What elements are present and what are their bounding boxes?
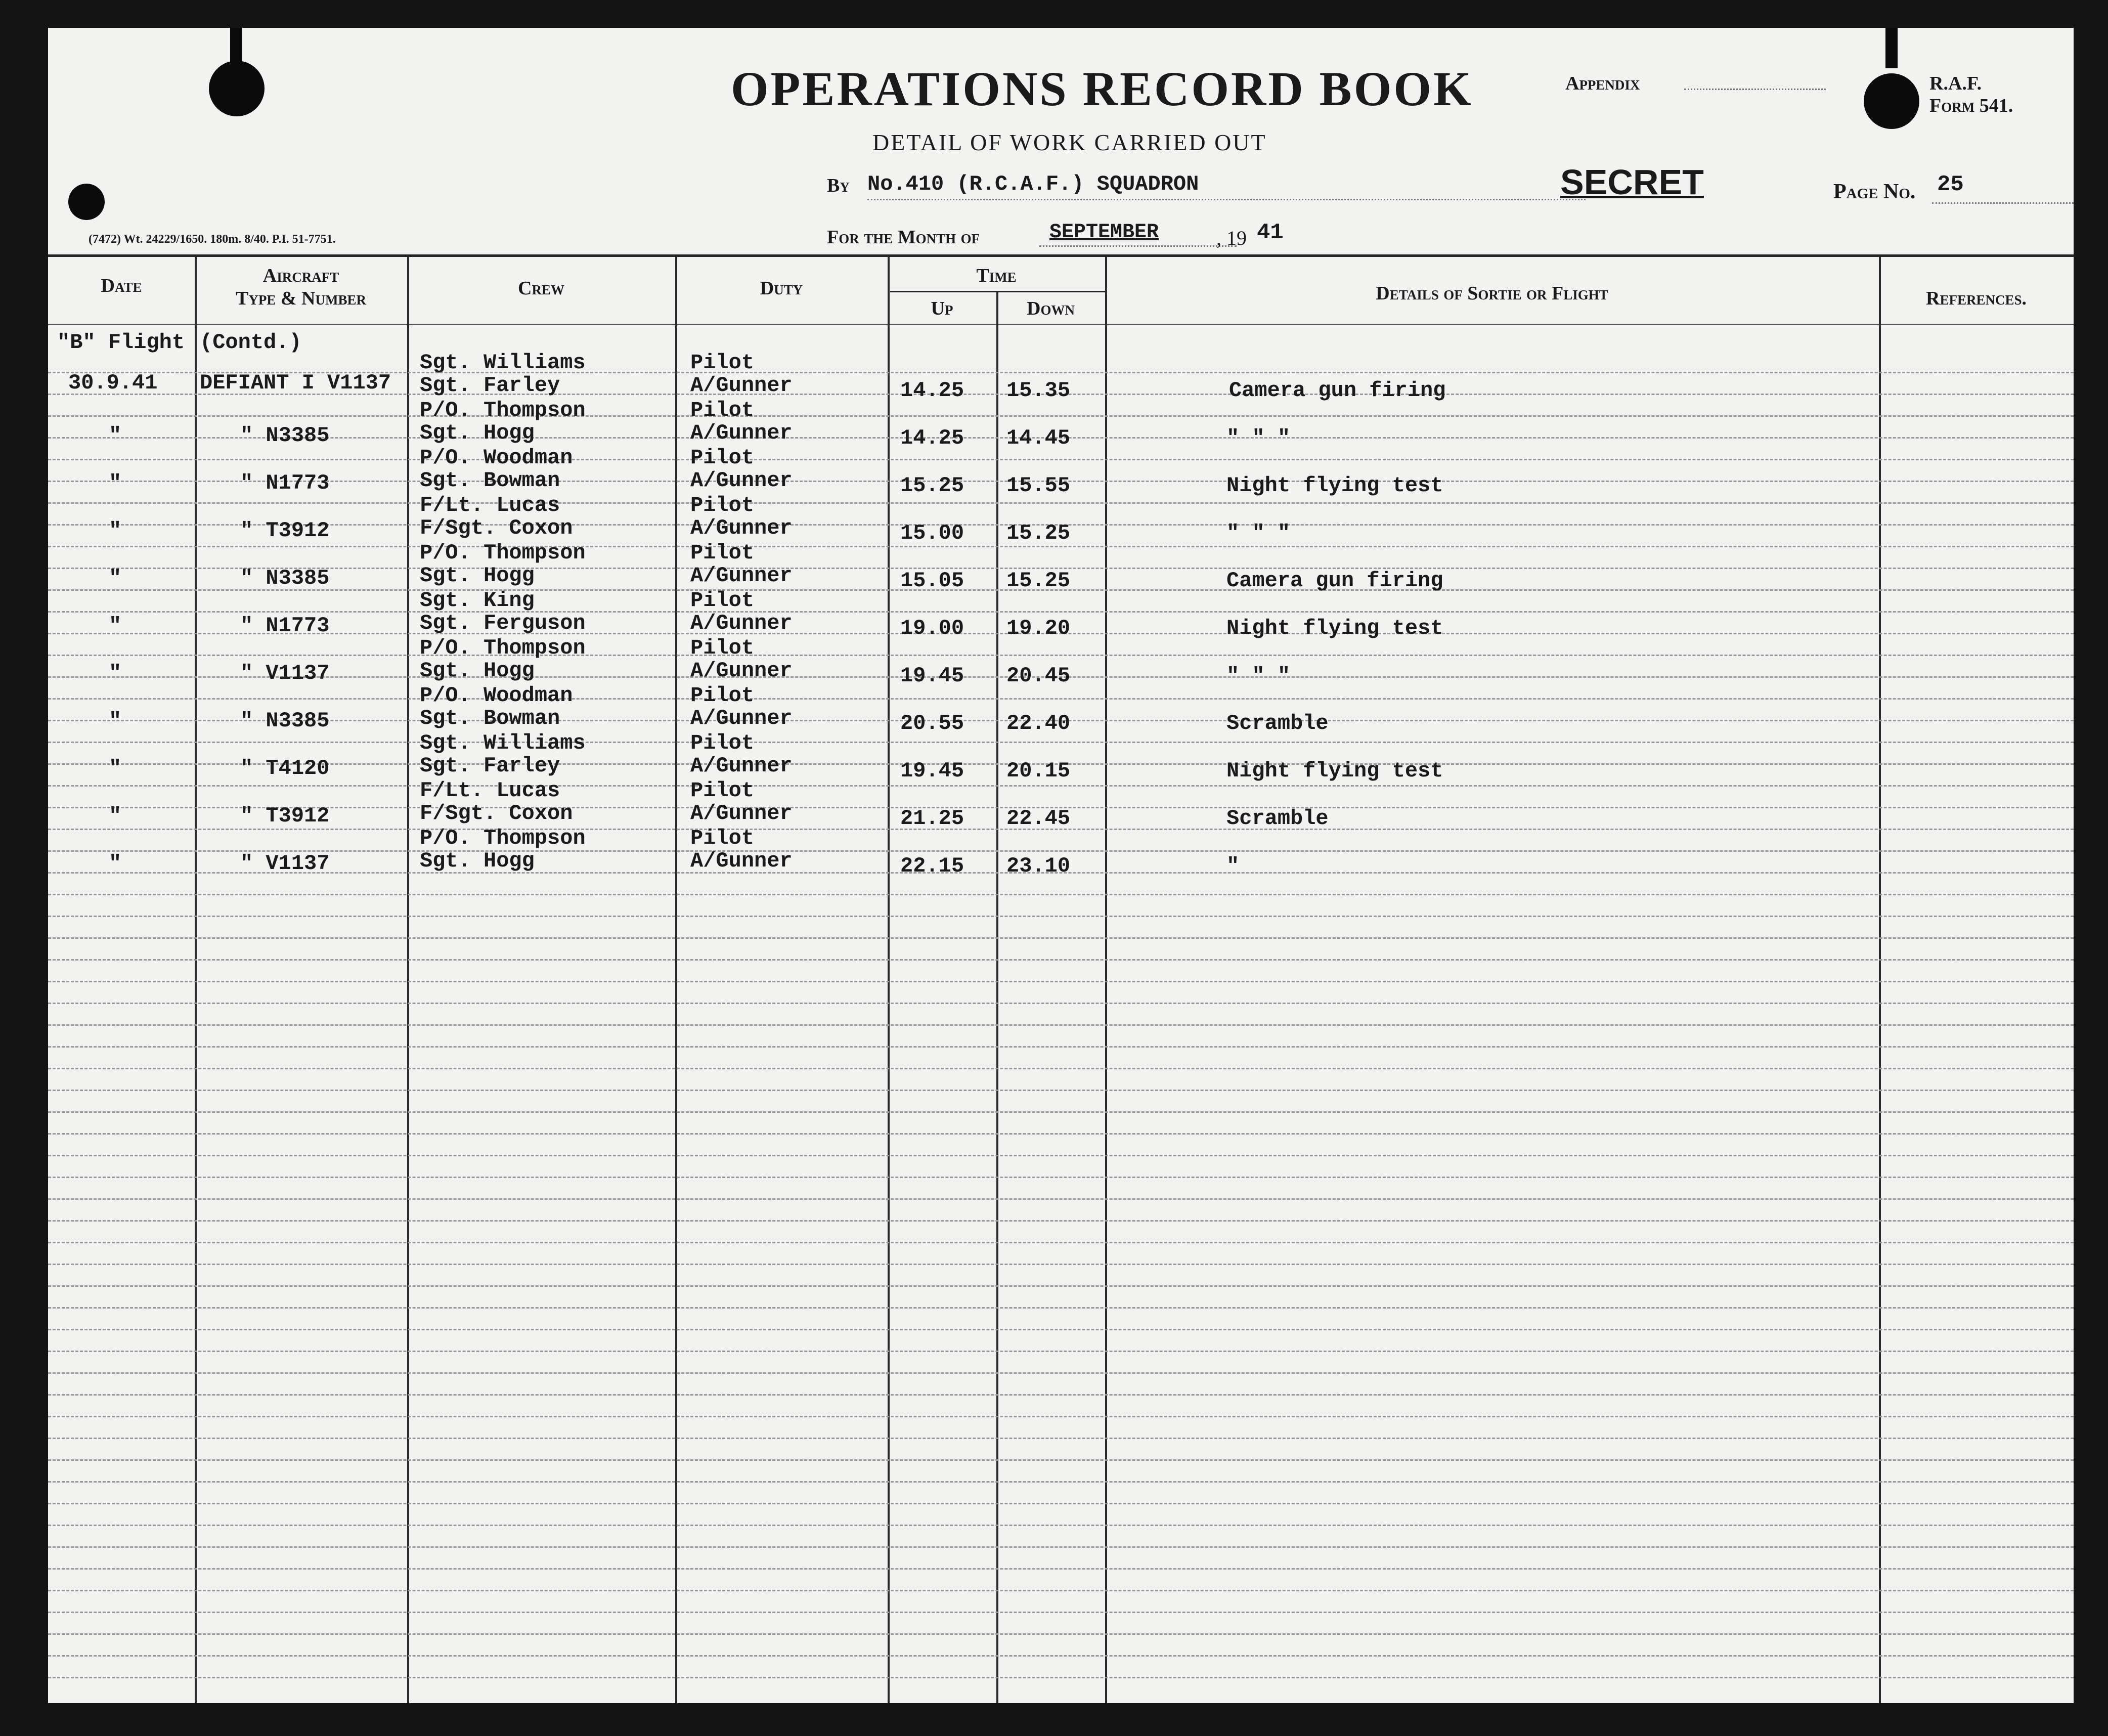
header-duty: Duty (760, 278, 803, 299)
row-date: " (109, 423, 122, 448)
ruled-line (48, 611, 2074, 613)
ruled-line (48, 1329, 2074, 1330)
row-aircraft: " T3912 (240, 804, 330, 828)
row-crew-pilot: Sgt. Williams (420, 351, 586, 375)
ruled-line (48, 959, 2074, 961)
row-aircraft: " T3912 (240, 518, 330, 543)
row-details: Camera gun firing (1229, 378, 1446, 403)
year-value: 41 (1257, 220, 1284, 245)
row-details: Scramble (1226, 711, 1329, 735)
page-title: OPERATIONS RECORD BOOK (731, 62, 1473, 116)
ruled-line (48, 1133, 2074, 1135)
by-label: By (827, 175, 850, 196)
row-time-down: 20.15 (1006, 759, 1071, 783)
row-duty-gunner: A/Gunner (690, 468, 793, 493)
row-crew-pilot: Sgt. King (420, 588, 535, 613)
print-code: (7472) Wt. 24229/1650. 180m. 8/40. P.I. 51-7751. (89, 233, 336, 246)
row-details: " " " (1226, 664, 1291, 688)
row-time-down: 22.45 (1006, 806, 1071, 831)
row-duty-gunner: A/Gunner (690, 373, 793, 398)
ruled-line (48, 655, 2074, 656)
row-time-up: 15.05 (900, 569, 964, 593)
col-divider-1 (195, 256, 197, 1703)
ruled-line (48, 1003, 2074, 1004)
form-sheet (48, 28, 2074, 1703)
binder-hole-right (1864, 73, 1919, 129)
row-time-up: 14.25 (900, 378, 964, 403)
row-duty-pilot: Pilot (690, 398, 755, 422)
row-time-up: 21.25 (900, 806, 964, 831)
ruled-line (48, 937, 2074, 939)
row-duty-pilot: Pilot (690, 541, 755, 565)
row-crew-pilot: P/O. Woodman (420, 446, 573, 470)
page-number-label: Page No. (1833, 180, 1916, 203)
row-time-up: 14.25 (900, 426, 964, 450)
row-aircraft: " N1773 (240, 614, 330, 638)
ruled-line (48, 1177, 2074, 1178)
row-aircraft: " N3385 (240, 423, 330, 448)
appendix-label: Appendix (1565, 73, 1640, 94)
row-crew-pilot: P/O. Thompson (420, 541, 586, 565)
row-duty-pilot: Pilot (690, 493, 755, 517)
row-crew-gunner: Sgt. Farley (420, 754, 560, 778)
row-time-down: 14.45 (1006, 426, 1071, 450)
row-details: " " " (1226, 426, 1291, 450)
row-time-down: 15.25 (1006, 569, 1071, 593)
row-time-down: 22.40 (1006, 711, 1071, 735)
contd-label: (Contd.) (200, 330, 302, 355)
squadron-line (867, 199, 1586, 200)
binder-slot-right (1885, 28, 1898, 68)
ruled-line (48, 742, 2074, 743)
row-date: " (109, 804, 122, 828)
ruled-line (48, 1090, 2074, 1091)
row-details: Night flying test (1226, 473, 1443, 498)
ruled-line (48, 1612, 2074, 1613)
row-time-down: 20.45 (1006, 664, 1071, 688)
row-duty-gunner: A/Gunner (690, 754, 793, 778)
row-time-up: 15.00 (900, 521, 964, 545)
form-id-line2: Form 541. (1929, 95, 2013, 116)
ruled-line (48, 894, 2074, 895)
row-crew-gunner: Sgt. Hogg (420, 659, 535, 683)
row-crew-gunner: Sgt. Hogg (420, 849, 535, 873)
header-time-up: Up (931, 298, 953, 319)
month-line (1039, 245, 1237, 247)
col-divider-7 (1879, 256, 1881, 1703)
ruled-line (48, 502, 2074, 504)
row-date: " (109, 614, 122, 638)
row-crew-pilot: P/O. Woodman (420, 683, 573, 708)
ruled-line (48, 1525, 2074, 1526)
header-aircraft-line2: Type & Number (236, 288, 366, 309)
binder-hole-small (68, 184, 105, 220)
row-duty-pilot: Pilot (690, 826, 755, 850)
ruled-line (48, 1307, 2074, 1309)
ruled-line (48, 698, 2074, 700)
row-duty-pilot: Pilot (690, 446, 755, 470)
row-date: " (109, 709, 122, 733)
classification-stamp: SECRET (1560, 162, 1704, 202)
row-duty-pilot: Pilot (690, 778, 755, 803)
row-aircraft: " V1137 (240, 661, 330, 685)
row-time-down: 15.35 (1006, 378, 1071, 403)
header-details: Details of Sortie or Flight (1376, 283, 1608, 304)
ruled-line (48, 1394, 2074, 1396)
ruled-line (48, 1264, 2074, 1265)
form-id-line1: R.A.F. (1929, 73, 1982, 94)
ruled-line (48, 1155, 2074, 1156)
row-aircraft: " T4120 (240, 756, 330, 780)
row-crew-gunner: Sgt. Bowman (420, 706, 560, 730)
row-time-down: 19.20 (1006, 616, 1071, 640)
ruled-line (48, 1024, 2074, 1026)
row-date: " (109, 756, 122, 780)
ruled-line (48, 1568, 2074, 1570)
row-duty-gunner: A/Gunner (690, 611, 793, 635)
row-time-up: 19.45 (900, 664, 964, 688)
row-aircraft: " V1137 (240, 851, 330, 876)
ruled-line (48, 415, 2074, 417)
header-bottom-rule (48, 324, 2074, 325)
row-details: Camera gun firing (1226, 569, 1443, 593)
row-crew-pilot: F/Lt. Lucas (420, 778, 560, 803)
row-time-up: 22.15 (900, 854, 964, 878)
row-crew-gunner: Sgt. Ferguson (420, 611, 586, 635)
header-aircraft-line1: Aircraft (262, 265, 339, 286)
row-date: " (109, 566, 122, 590)
ruled-line (48, 916, 2074, 917)
row-crew-pilot: Sgt. Williams (420, 731, 586, 755)
page-number: 25 (1937, 172, 1964, 197)
row-date: " (109, 661, 122, 685)
row-time-up: 19.00 (900, 616, 964, 640)
col-divider-4 (888, 256, 890, 1703)
ruled-line (48, 459, 2074, 460)
ruled-line (48, 1220, 2074, 1222)
table-top-rule (48, 254, 2074, 257)
row-crew-pilot: F/Lt. Lucas (420, 493, 560, 517)
header-crew: Crew (518, 278, 564, 299)
row-date: " (109, 851, 122, 876)
ruled-line (48, 1438, 2074, 1439)
col-divider-6 (1105, 256, 1107, 1703)
row-details: " (1226, 854, 1240, 878)
row-duty-pilot: Pilot (690, 683, 755, 708)
row-duty-gunner: A/Gunner (690, 706, 793, 730)
row-aircraft: " N1773 (240, 471, 330, 495)
year-prefix: , 19 (1216, 227, 1247, 249)
ruled-line (48, 1351, 2074, 1352)
row-time-up: 20.55 (900, 711, 964, 735)
row-time-down: 15.25 (1006, 521, 1071, 545)
row-time-down: 15.55 (1006, 473, 1071, 498)
ruled-line (48, 1372, 2074, 1374)
row-duty-gunner: A/Gunner (690, 563, 793, 588)
row-aircraft: " N3385 (240, 566, 330, 590)
month-value: SEPTEMBER (1049, 221, 1159, 244)
col-divider-3 (675, 256, 677, 1703)
row-details: Night flying test (1226, 759, 1443, 783)
row-duty-pilot: Pilot (690, 636, 755, 660)
row-duty-pilot: Pilot (690, 351, 755, 375)
header-time-down: Down (1027, 298, 1075, 319)
ruled-line (48, 1416, 2074, 1417)
row-date: " (109, 471, 122, 495)
row-crew-pilot: P/O. Thompson (420, 826, 586, 850)
binder-hole-left (209, 61, 265, 116)
ruled-line (48, 1546, 2074, 1548)
row-duty-pilot: Pilot (690, 588, 755, 613)
row-details: Scramble (1226, 806, 1329, 831)
ruled-line (48, 1459, 2074, 1461)
appendix-line (1684, 89, 1826, 90)
month-label: For the Month of (827, 227, 980, 248)
row-crew-gunner: F/Sgt. Coxon (420, 516, 573, 540)
ruled-line (48, 546, 2074, 547)
ruled-line (48, 1677, 2074, 1678)
row-time-up: 19.45 (900, 759, 964, 783)
row-aircraft: DEFIANT I V1137 (200, 371, 391, 395)
col-divider-2 (407, 256, 409, 1703)
row-crew-gunner: Sgt. Hogg (420, 421, 535, 445)
ruled-line (48, 1046, 2074, 1048)
row-details: Night flying test (1226, 616, 1443, 640)
row-crew-gunner: F/Sgt. Coxon (420, 801, 573, 826)
ruled-line (48, 1285, 2074, 1287)
ruled-line (48, 1198, 2074, 1200)
ruled-line (48, 1655, 2074, 1657)
ruled-line (48, 1068, 2074, 1069)
header-time: Time (976, 265, 1017, 286)
ruled-line (48, 981, 2074, 982)
row-crew-pilot: P/O. Thompson (420, 398, 586, 422)
row-date: 30.9.41 (68, 371, 158, 395)
page-number-line (1932, 202, 2074, 204)
row-date: " (109, 518, 122, 543)
row-duty-pilot: Pilot (690, 731, 755, 755)
row-duty-gunner: A/Gunner (690, 516, 793, 540)
ruled-line (48, 1590, 2074, 1591)
row-crew-gunner: Sgt. Bowman (420, 468, 560, 493)
flight-label: "B" Flight (57, 330, 185, 355)
ruled-line (48, 1481, 2074, 1483)
ruled-line (48, 1111, 2074, 1113)
row-duty-gunner: A/Gunner (690, 849, 793, 873)
page-subtitle: DETAIL OF WORK CARRIED OUT (872, 129, 1267, 155)
row-details: " " " (1226, 521, 1291, 545)
row-time-up: 15.25 (900, 473, 964, 498)
ruled-line (48, 785, 2074, 787)
ruled-line (48, 1242, 2074, 1243)
row-crew-gunner: Sgt. Hogg (420, 563, 535, 588)
row-aircraft: " N3385 (240, 709, 330, 733)
row-crew-gunner: Sgt. Farley (420, 373, 560, 398)
row-crew-pilot: P/O. Thompson (420, 636, 586, 660)
ruled-line (48, 1503, 2074, 1504)
header-date: Date (101, 275, 142, 296)
ruled-line (48, 1633, 2074, 1635)
row-duty-gunner: A/Gunner (690, 801, 793, 826)
squadron-name: No.410 (R.C.A.F.) SQUADRON (867, 172, 1199, 196)
row-duty-gunner: A/Gunner (690, 659, 793, 683)
ruled-line (48, 850, 2074, 852)
row-time-down: 23.10 (1006, 854, 1071, 878)
row-duty-gunner: A/Gunner (690, 421, 793, 445)
header-references: References. (1926, 288, 2027, 309)
